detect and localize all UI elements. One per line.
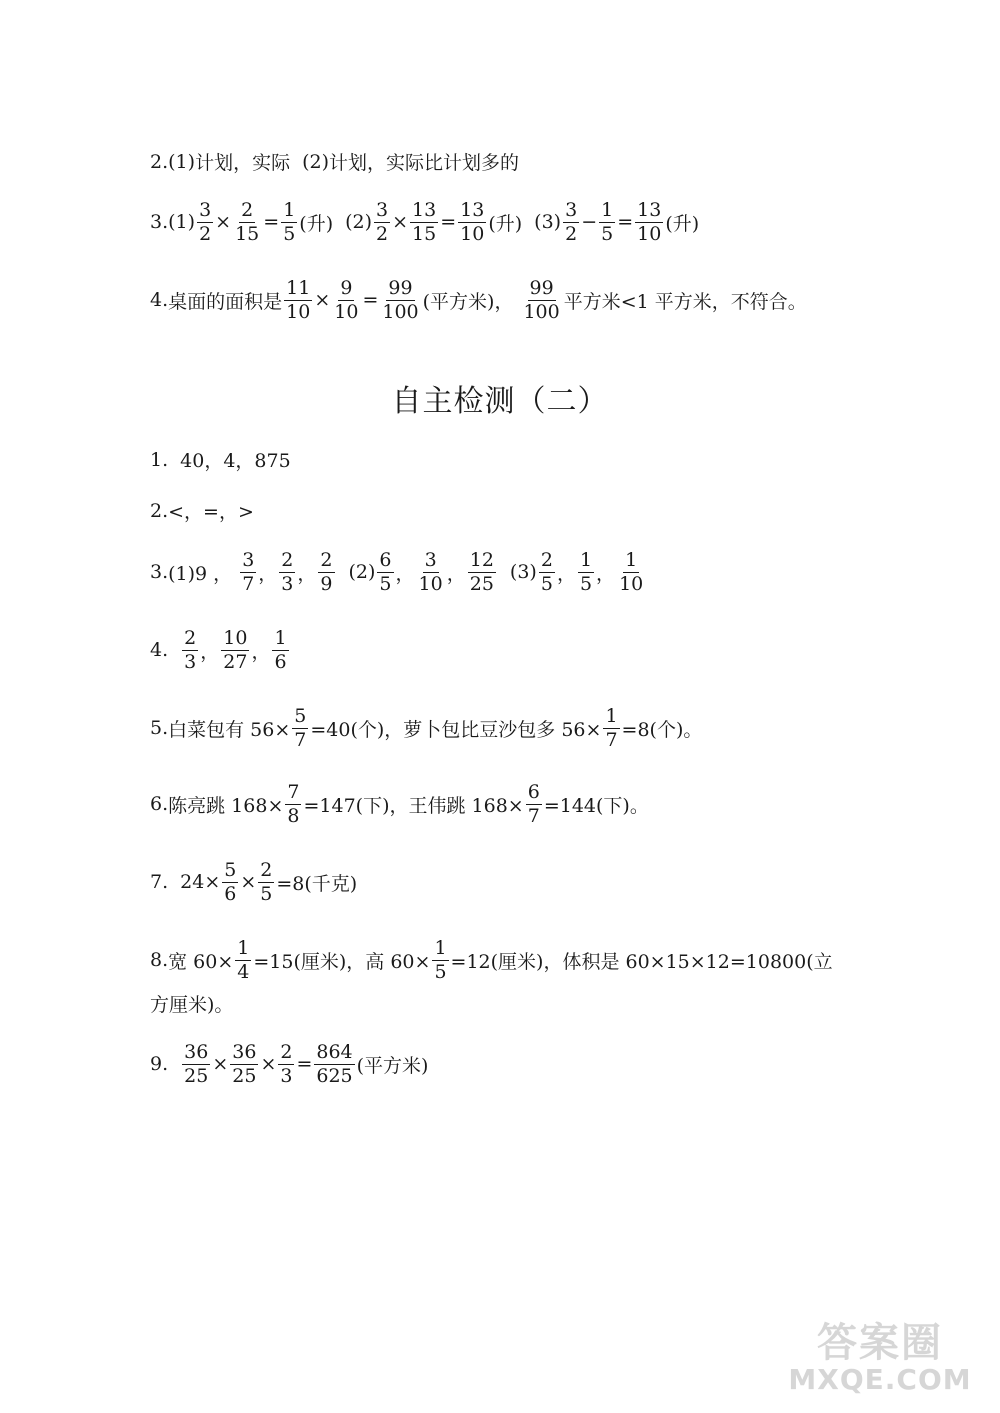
answer-q3: 3. (1) $\frac{3}{2}$ × $\frac{2}{15}$ = $\frac{1}{5}$ (升) (2) $\frac{3}{2}$ × $\frac{13}{15}$ = $\frac{13}{10}$ (升) (3) $\frac{3}{2}$ − $\frac{1}{5}$ = $\frac{13}{10}$ (升) [150,199,700,245]
fraction: $\frac{12}{25}$ [469,549,494,595]
fraction: $\frac{5}{6}$ [224,859,237,905]
fraction: $\frac{10}{27}$ [223,627,248,673]
answer-s6: 6. 陈亮跳 168× $\frac{7}{8}$ =147(下)，王伟跳 168× $\frac{6}{7}$ =144(下)。 [150,781,649,827]
fraction: $\frac{1}{5}$ [601,199,614,245]
fraction: $\frac{6}{7}$ [527,781,540,827]
fraction: $\frac{13}{10}$ [637,199,662,245]
answer-s9: 9. $\frac{36}{25}$ × $\frac{36}{25}$ × $\frac{2}{3}$ = $\frac{864}{625}$ (平方米) [150,1041,429,1087]
fraction: $\frac{6}{5}$ [379,549,392,595]
fraction: $\frac{13}{10}$ [460,199,485,245]
fraction: $\frac{99}{100}$ [523,277,560,323]
fraction: $\frac{1}{5}$ [283,199,296,245]
fraction: $\frac{1}{7}$ [605,705,618,751]
fraction: $\frac{2}{3}$ [280,1041,293,1087]
answer-s8-continued: 方厘米)。 [150,994,234,1016]
fraction: $\frac{3}{10}$ [418,549,443,595]
fraction: $\frac{2}{15}$ [235,199,260,245]
fraction: $\frac{1}{5}$ [434,937,447,983]
answer-s4: 4. $\frac{2}{3}$ ， $\frac{10}{27}$ ， $\frac{1}{6}$ [150,627,287,673]
fraction: $\frac{13}{15}$ [412,199,437,245]
answer-s7: 7. 24× $\frac{5}{6}$ × $\frac{2}{5}$ =8(千克) [150,859,358,905]
fraction: $\frac{3}{2}$ [199,199,212,245]
fraction: $\frac{2}{3}$ [184,627,197,673]
answer-s3: 3. (1)9 ， $\frac{3}{7}$ ， $\frac{2}{3}$ ， $\frac{2}{9}$ (2) $\frac{6}{5}$ ， $\frac{3}{10}$ ， $\frac{12}{25}$ (3) $\frac{2}{5}$ ， $\frac{1}{5}$ ， $\frac{1}{10}$ [150,549,644,595]
fraction: $\frac{9}{10}$ [334,277,359,323]
answer-q2: 2. (1) 计划，实际 (2) 计划，实际比计划多的 [150,150,520,174]
answer-s1: 1. 40，4，875 [150,448,291,472]
answer-s8: 8. 宽 60× $\frac{1}{4}$ =15(厘米)，高 60× $\frac{1}{5}$ =12(厘米)，体积是 60×15×12=10800(立 [150,937,833,983]
fraction: $\frac{1}{5}$ [579,549,593,595]
fraction: $\frac{36}{25}$ [232,1041,257,1087]
answer-q4: 4. 桌面的面积是 $\frac{11}{10}$ × $\frac{9}{10}$ = $\frac{99}{100}$ (平方米)， $\frac{99}{100}$ 平方米<1 平方米，不符合。 [150,277,807,323]
fraction: $\frac{2}{5}$ [260,859,273,905]
watermark-logo: 答案圈 MXQE.COM [788,1320,972,1396]
fraction: $\frac{1}{10}$ [619,549,644,595]
fraction: $\frac{3}{2}$ [376,199,389,245]
fraction: $\frac{1}{4}$ [237,937,250,983]
fraction: $\frac{2}{9}$ [320,549,333,595]
fraction: $\frac{3}{2}$ [565,199,578,245]
fraction: $\frac{5}{7}$ [294,705,307,751]
fraction: $\frac{3}{7}$ [242,549,255,595]
fraction: $\frac{2}{3}$ [281,549,294,595]
fraction: $\frac{864}{625}$ [316,1041,353,1087]
fraction: $\frac{1}{6}$ [274,627,287,673]
fraction: $\frac{7}{8}$ [287,781,300,827]
fraction: $\frac{36}{25}$ [184,1041,209,1087]
fraction: $\frac{99}{100}$ [382,277,419,323]
answer-s5: 5. 白菜包有 56× $\frac{5}{7}$ =40(个)，萝卜包比豆沙包多 56× $\frac{1}{7}$ =8(个)。 [150,705,703,751]
fraction: $\frac{11}{10}$ [286,277,311,323]
section-heading: 自主检测（二） [391,384,609,419]
fraction: $\frac{2}{5}$ [540,549,553,595]
answer-s2: 2. <，=，> [150,499,254,523]
